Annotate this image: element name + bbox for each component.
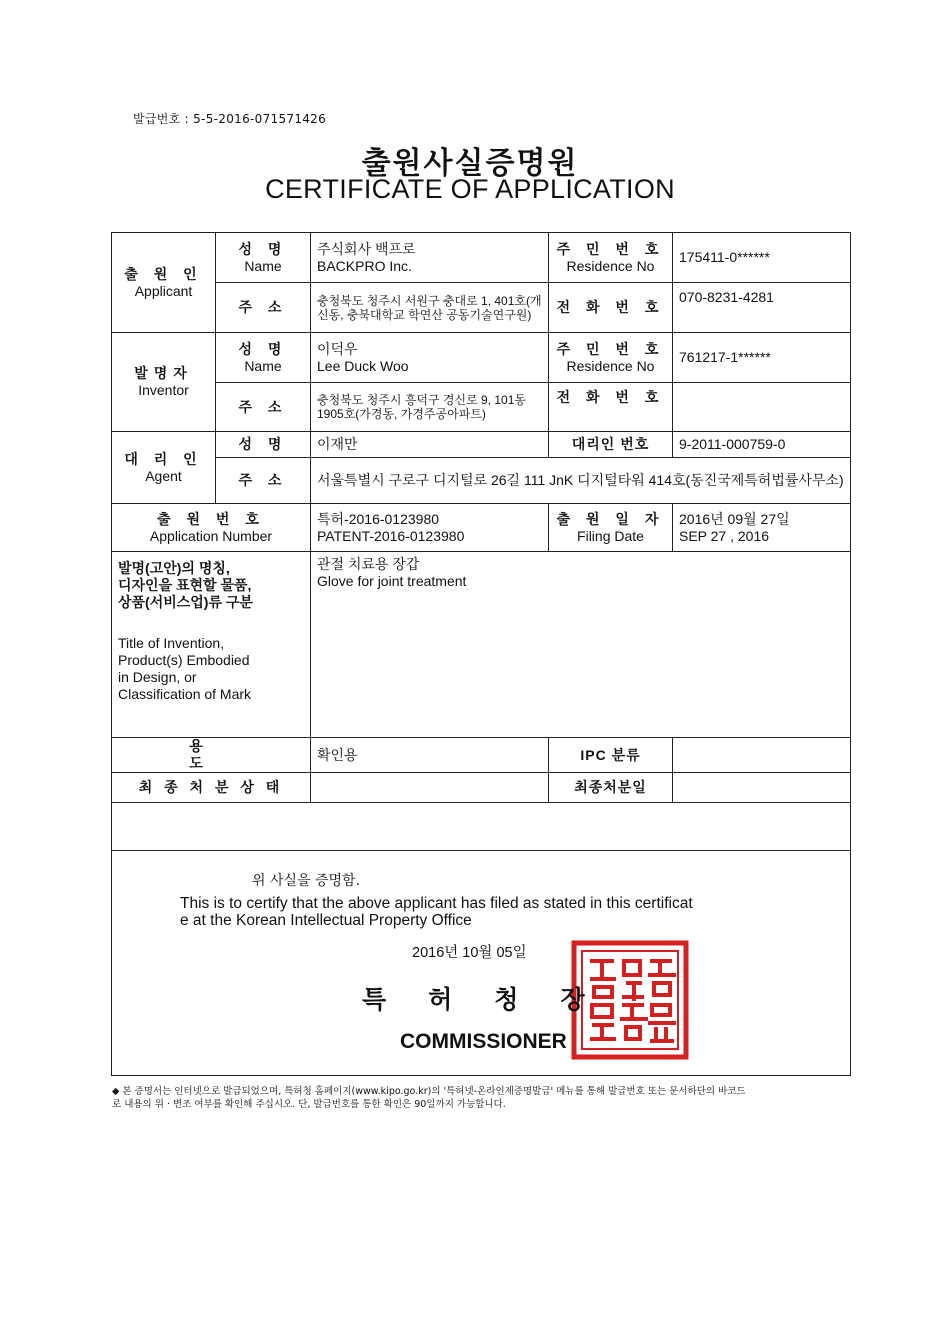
agent-address-value: 서울특별시 구로구 디지털로 26길 111 JnK 디지털타워 414호(동진국제특허법률사무소) [311,458,851,504]
filing-date-label-en: Filing Date [577,527,644,544]
bottom-note-line-2: 로 내용의 위 · 변조 여부를 확인해 주십시오. 단, 발급번호를 통한 확인은 90일까지 가능합니다. [112,1099,506,1110]
filing-date-label [549,504,673,552]
agent-section-label [112,432,216,504]
application-number-label-en: Application Number [149,527,273,544]
inventor-address-label [216,383,311,432]
applicant-name-value [311,233,549,283]
application-number-ko: 특허-2016-0123980 [317,510,440,527]
inventor-name-ko: 이덕우 [317,340,358,357]
applicant-phone-label [549,283,673,333]
phone-label: 전 화 번 호 [556,389,665,405]
inventor-rrn-value: 761217-1****** [673,333,851,383]
issue-date: 2016년 10월 05일 [412,945,527,961]
applicant-name-label [216,233,311,283]
filing-date-en: SEP 27 , 2016 [679,527,770,544]
bottom-note [112,1085,852,1111]
issue-number: 발급번호 : 5-5-2016-071571426 [133,112,327,126]
inventor-name-en: Lee Duck Woo [317,357,409,374]
ipc-label-text: IPC 분류 [580,746,641,763]
title-label-ko-3: 상품(서비스업)류 구분 [118,594,253,610]
inventor-label-en: Inventor [138,382,189,398]
rrn-label-en: Residence No [566,357,655,374]
name-label-en: Name [244,357,282,374]
filing-date-ko: 2016년 09월 27일 [679,510,790,527]
applicant-section-label [112,233,216,333]
office-name-en: COMMISSIONER [400,1030,567,1053]
bottom-note-line-1: ◆ 본 증명서는 인터넷으로 발급되었으며, 특허청 홈페이지(www.kipo.go.kr)의 '특허넷-온라인제증명발급' 메뉴를 통해 발급번호 또는 문서하단의 바코드 [112,1086,746,1097]
applicant-name-ko: 주식회사 백프로 [317,240,416,257]
agent-name-label [216,432,311,458]
rrn-label-ko: 주 민 번 호 [556,240,665,257]
title-label-ko-2: 디자인을 표현할 물품, [118,577,252,593]
address-label: 주 소 [238,398,288,415]
applicant-label-ko: 출 원 인 [124,265,203,282]
agent-name-value: 이재만 [311,432,549,458]
agent-label-en: Agent [145,467,182,484]
final-status-label-text: 최 종 처 분 상 태 [138,779,284,795]
name-label-en: Name [244,257,282,274]
inventor-rrn-label [549,333,673,383]
title-label-ko-1: 발명(고안)의 명칭, [118,560,230,576]
title-label-en-1: Title of Invention, [118,635,225,651]
title-label-en-2: Product(s) Embodied [118,652,250,668]
final-date-value [673,773,851,803]
ipc-value [673,738,851,773]
purpose-label-text: 용 도 [189,738,273,771]
applicant-phone-value: 070-8231-4281 [673,283,851,333]
address-label: 주 소 [238,299,288,315]
inventor-address-value: 충청북도 청주시 흥덕구 경신로 9, 101동 1905호(가경동, 가경주공아파트) [311,383,549,432]
application-number-label [112,504,311,552]
rrn-label-en: Residence No [566,257,655,274]
agent-address-label [216,458,311,504]
final-date-label-text: 최종처분일 [574,779,647,795]
certify-statement-ko: 위 사실을 증명함. [252,873,361,889]
invention-title-label [112,552,311,738]
applicant-label-en: Applicant [134,282,193,299]
filing-date-label-ko: 출 원 일 자 [556,510,665,527]
blank-row [112,803,851,851]
office-name-ko: 특허청장 [362,985,627,1014]
inventor-phone-value [673,383,851,432]
applicant-name-en: BACKPRO Inc. [317,257,412,274]
purpose-value: 확인용 [311,738,549,773]
title-label-en-4: Classification of Mark [118,686,252,702]
filing-date-value [673,504,851,552]
applicant-rrn-label [549,233,673,283]
address-label: 주 소 [238,472,288,488]
name-label-ko: 성 명 [238,240,288,257]
final-status-value [311,773,549,803]
inventor-name-value [311,333,549,383]
invention-title-ko: 관절 치료용 장갑 [317,556,420,572]
certify-statement-en [180,895,800,929]
inventor-name-label [216,333,311,383]
invention-title-en: Glove for joint treatment [317,573,467,589]
final-date-label [549,773,673,803]
certify-en-line-1: This is to certify that the above applicant has filed as stated in this certificat [180,895,693,912]
title-label-en-3: in Design, or [118,669,197,685]
applicant-rrn-value: 175411-0****** [673,233,851,283]
ipc-label [549,738,673,773]
phone-label: 전 화 번 호 [556,299,665,315]
title-english: CERTIFICATE OF APPLICATION [265,174,675,204]
applicant-address-value: 충청북도 청주시 서원구 충대로 1, 401호(개신동, 충북대학교 학연산 공동기술연구원) [311,283,549,333]
agent-number-label-text: 대리인 번호 [571,436,650,452]
final-status-label [112,773,311,803]
invention-title-value [311,552,851,738]
inventor-section-label [112,333,216,432]
inventor-phone-label [549,383,673,432]
certification-section [112,851,851,1076]
name-label-ko: 성 명 [238,340,288,357]
application-number-en: PATENT-2016-0123980 [317,527,465,544]
agent-label-ko: 대 리 인 [124,450,203,467]
certificate-table [111,232,851,1076]
certify-en-line-2: e at the Korean Intellectual Property Office [180,912,472,929]
agent-number-value: 9-2011-000759-0 [673,432,851,458]
rrn-label-ko: 주 민 번 호 [556,340,665,357]
applicant-address-label [216,283,311,333]
inventor-label-ko: 발명자 [134,365,193,381]
title-korean: 출원사실증명원 [361,146,579,181]
purpose-label [112,738,311,773]
name-label-ko: 성 명 [238,436,288,452]
application-number-value [311,504,549,552]
application-number-label-ko: 출 원 번 호 [157,510,265,527]
agent-number-label [549,432,673,458]
